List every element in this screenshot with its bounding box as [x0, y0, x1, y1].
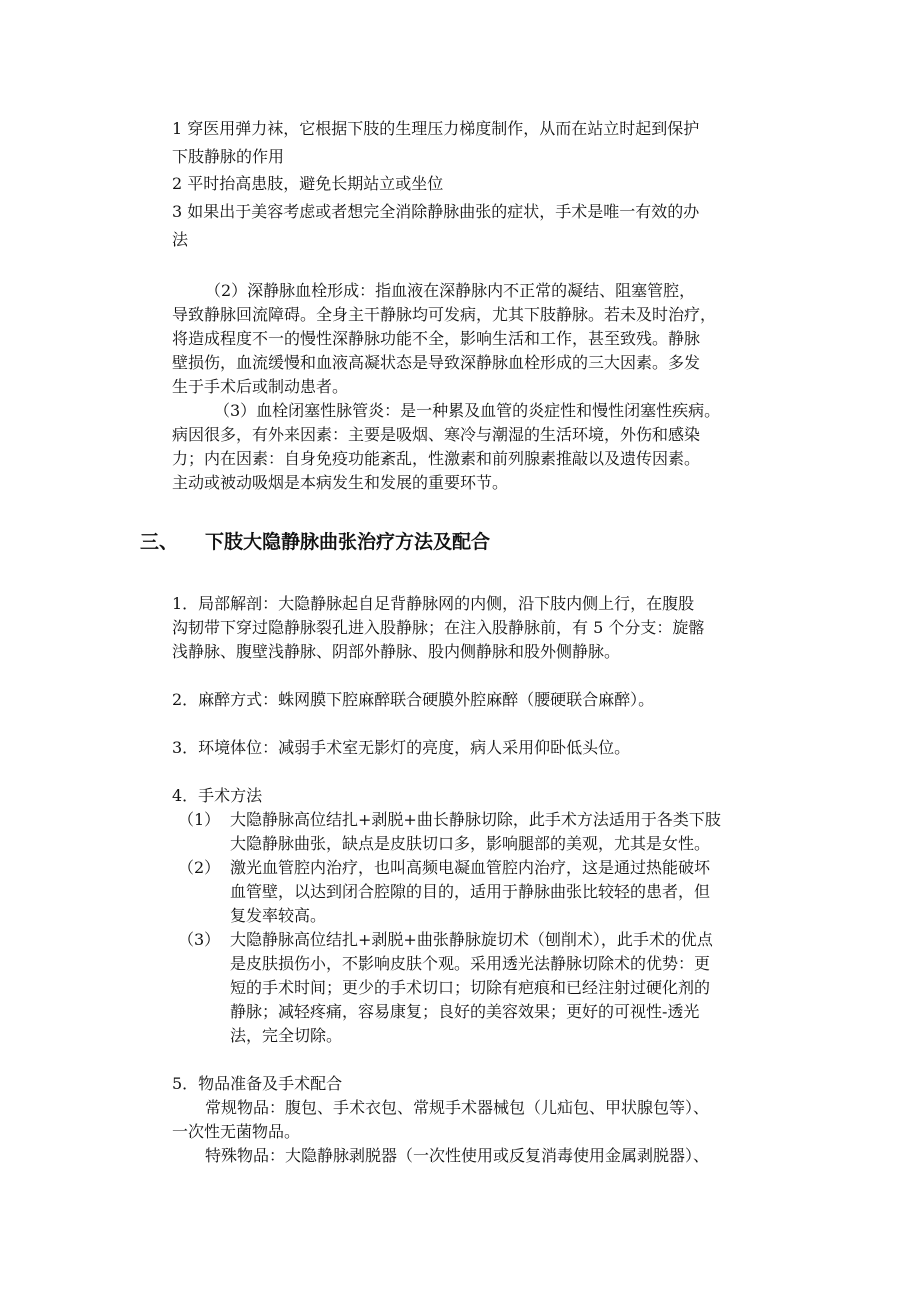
special-line-1: 特殊物品：大隐静脉剥脱器（一次性使用或反复消毒使用金属剥脱器）、 [205, 1146, 710, 1165]
method-1-line-2: 大隐静脉曲张，缺点是皮肤切口多，影响腿部的美观，尤其是女性。 [230, 834, 711, 853]
method-3-line-2: 是皮肤损伤小，不影响皮肤个观。采用透光法静脉切除术的优势：更 [230, 954, 711, 973]
method-2-number: （2） [178, 858, 221, 877]
method-2-line-3: 复发率较高。 [230, 906, 327, 925]
method-3-line-5: 法，完全切除。 [230, 1026, 343, 1045]
routine-line-1: 常规物品：腹包、手术衣包、常规手术器械包（儿疝包、甲状腺包等）、 [205, 1098, 710, 1117]
item3: 3．环境体位：减弱手术室无影灯的亮度，病人采用仰卧低头位。 [172, 738, 631, 757]
section-number: 三、 [140, 531, 179, 553]
tao-line-1: （3）血栓闭塞性脉管炎：是一种累及血管的炎症性和慢性闭塞性疾病。 [214, 401, 721, 420]
tao-line-2: 病因很多，有外来因素：主要是吸烟、寒冷与潮湿的生活环境，外伤和感染 [172, 425, 701, 444]
intro-item-1-line-2: 下肢静脉的作用 [172, 147, 285, 166]
intro-item-2: 2 平时抬高患肢，避免长期站立或坐位 [172, 174, 444, 193]
method-1-line-1: 大隐静脉高位结扎+剥脱+曲长静脉切除，此手术方法适用于各类下肢 [230, 810, 721, 829]
item4-title: 4．手术方法 [172, 786, 263, 805]
routine-line-2: 一次性无菌物品。 [172, 1122, 301, 1141]
item1-line-3: 浅静脉、腹壁浅静脉、阴部外静脉、股内侧静脉和股外侧静脉。 [172, 642, 621, 661]
item2: 2．麻醉方式：蛛网膜下腔麻醉联合硬膜外腔麻醉（腰硬联合麻醉）。 [172, 690, 655, 709]
tao-line-4: 主动或被动吸烟是本病发生和发展的重要环节。 [172, 473, 509, 492]
section-title: 下肢大隐静脉曲张治疗方法及配合 [205, 531, 491, 553]
item1-line-1: 1．局部解剖：大隐静脉起自足背静脉网的内侧，沿下肢内侧上行，在腹股 [172, 594, 695, 613]
method-1-number: （1） [178, 810, 221, 829]
dvt-line-4: 壁损伤，血流缓慢和血液高凝状态是导致深静脉血栓形成的三大因素。多发 [172, 353, 701, 372]
intro-item-3-line-1: 3 如果出于美容考虑或者想完全消除静脉曲张的症状，手术是唯一有效的办 [172, 202, 700, 221]
tao-line-3: 力；内在因素：自身免疫功能紊乱，性激素和前列腺素推敲以及遗传因素。 [172, 449, 701, 468]
dvt-line-3: 将造成程度不一的慢性深静脉功能不全，影响生活和工作，甚至致残。静脉 [172, 329, 701, 348]
dvt-line-1: （2）深静脉血栓形成：指血液在深静脉内不正常的凝结、阻塞管腔， [205, 281, 696, 300]
item5-title: 5．物品准备及手术配合 [172, 1074, 343, 1093]
method-3-number: （3） [178, 930, 221, 949]
dvt-line-2: 导致静脉回流障碍。全身主干静脉均可发病，尤其下肢静脉。若未及时治疗， [172, 305, 717, 324]
method-2-line-2: 血管壁，以达到闭合腔隙的目的，适用于静脉曲张比较轻的患者，但 [230, 882, 711, 901]
method-3-line-1: 大隐静脉高位结扎+剥脱+曲张静脉旋切术（刨削术），此手术的优点 [230, 930, 713, 949]
intro-item-1-line-1: 1 穿医用弹力袜，它根据下肢的生理压力梯度制作，从而在站立时起到保护 [172, 119, 700, 138]
intro-item-3-line-2: 法 [172, 230, 189, 249]
method-3-line-3: 短的手术时间；更少的手术切口；切除有疤痕和已经注射过硬化剂的 [230, 978, 711, 997]
method-3-line-4: 静脉；减轻疼痛，容易康复；良好的美容效果；更好的可视性-透光 [230, 1002, 700, 1021]
dvt-line-5: 生于手术后或制动患者。 [172, 377, 349, 396]
item1-line-2: 沟韧带下穿过隐静脉裂孔进入股静脉；在注入股静脉前，有 5 个分支：旋髂 [172, 618, 705, 637]
method-2-line-1: 激光血管腔内治疗，也叫高频电凝血管腔内治疗，这是通过热能破坏 [230, 858, 711, 877]
